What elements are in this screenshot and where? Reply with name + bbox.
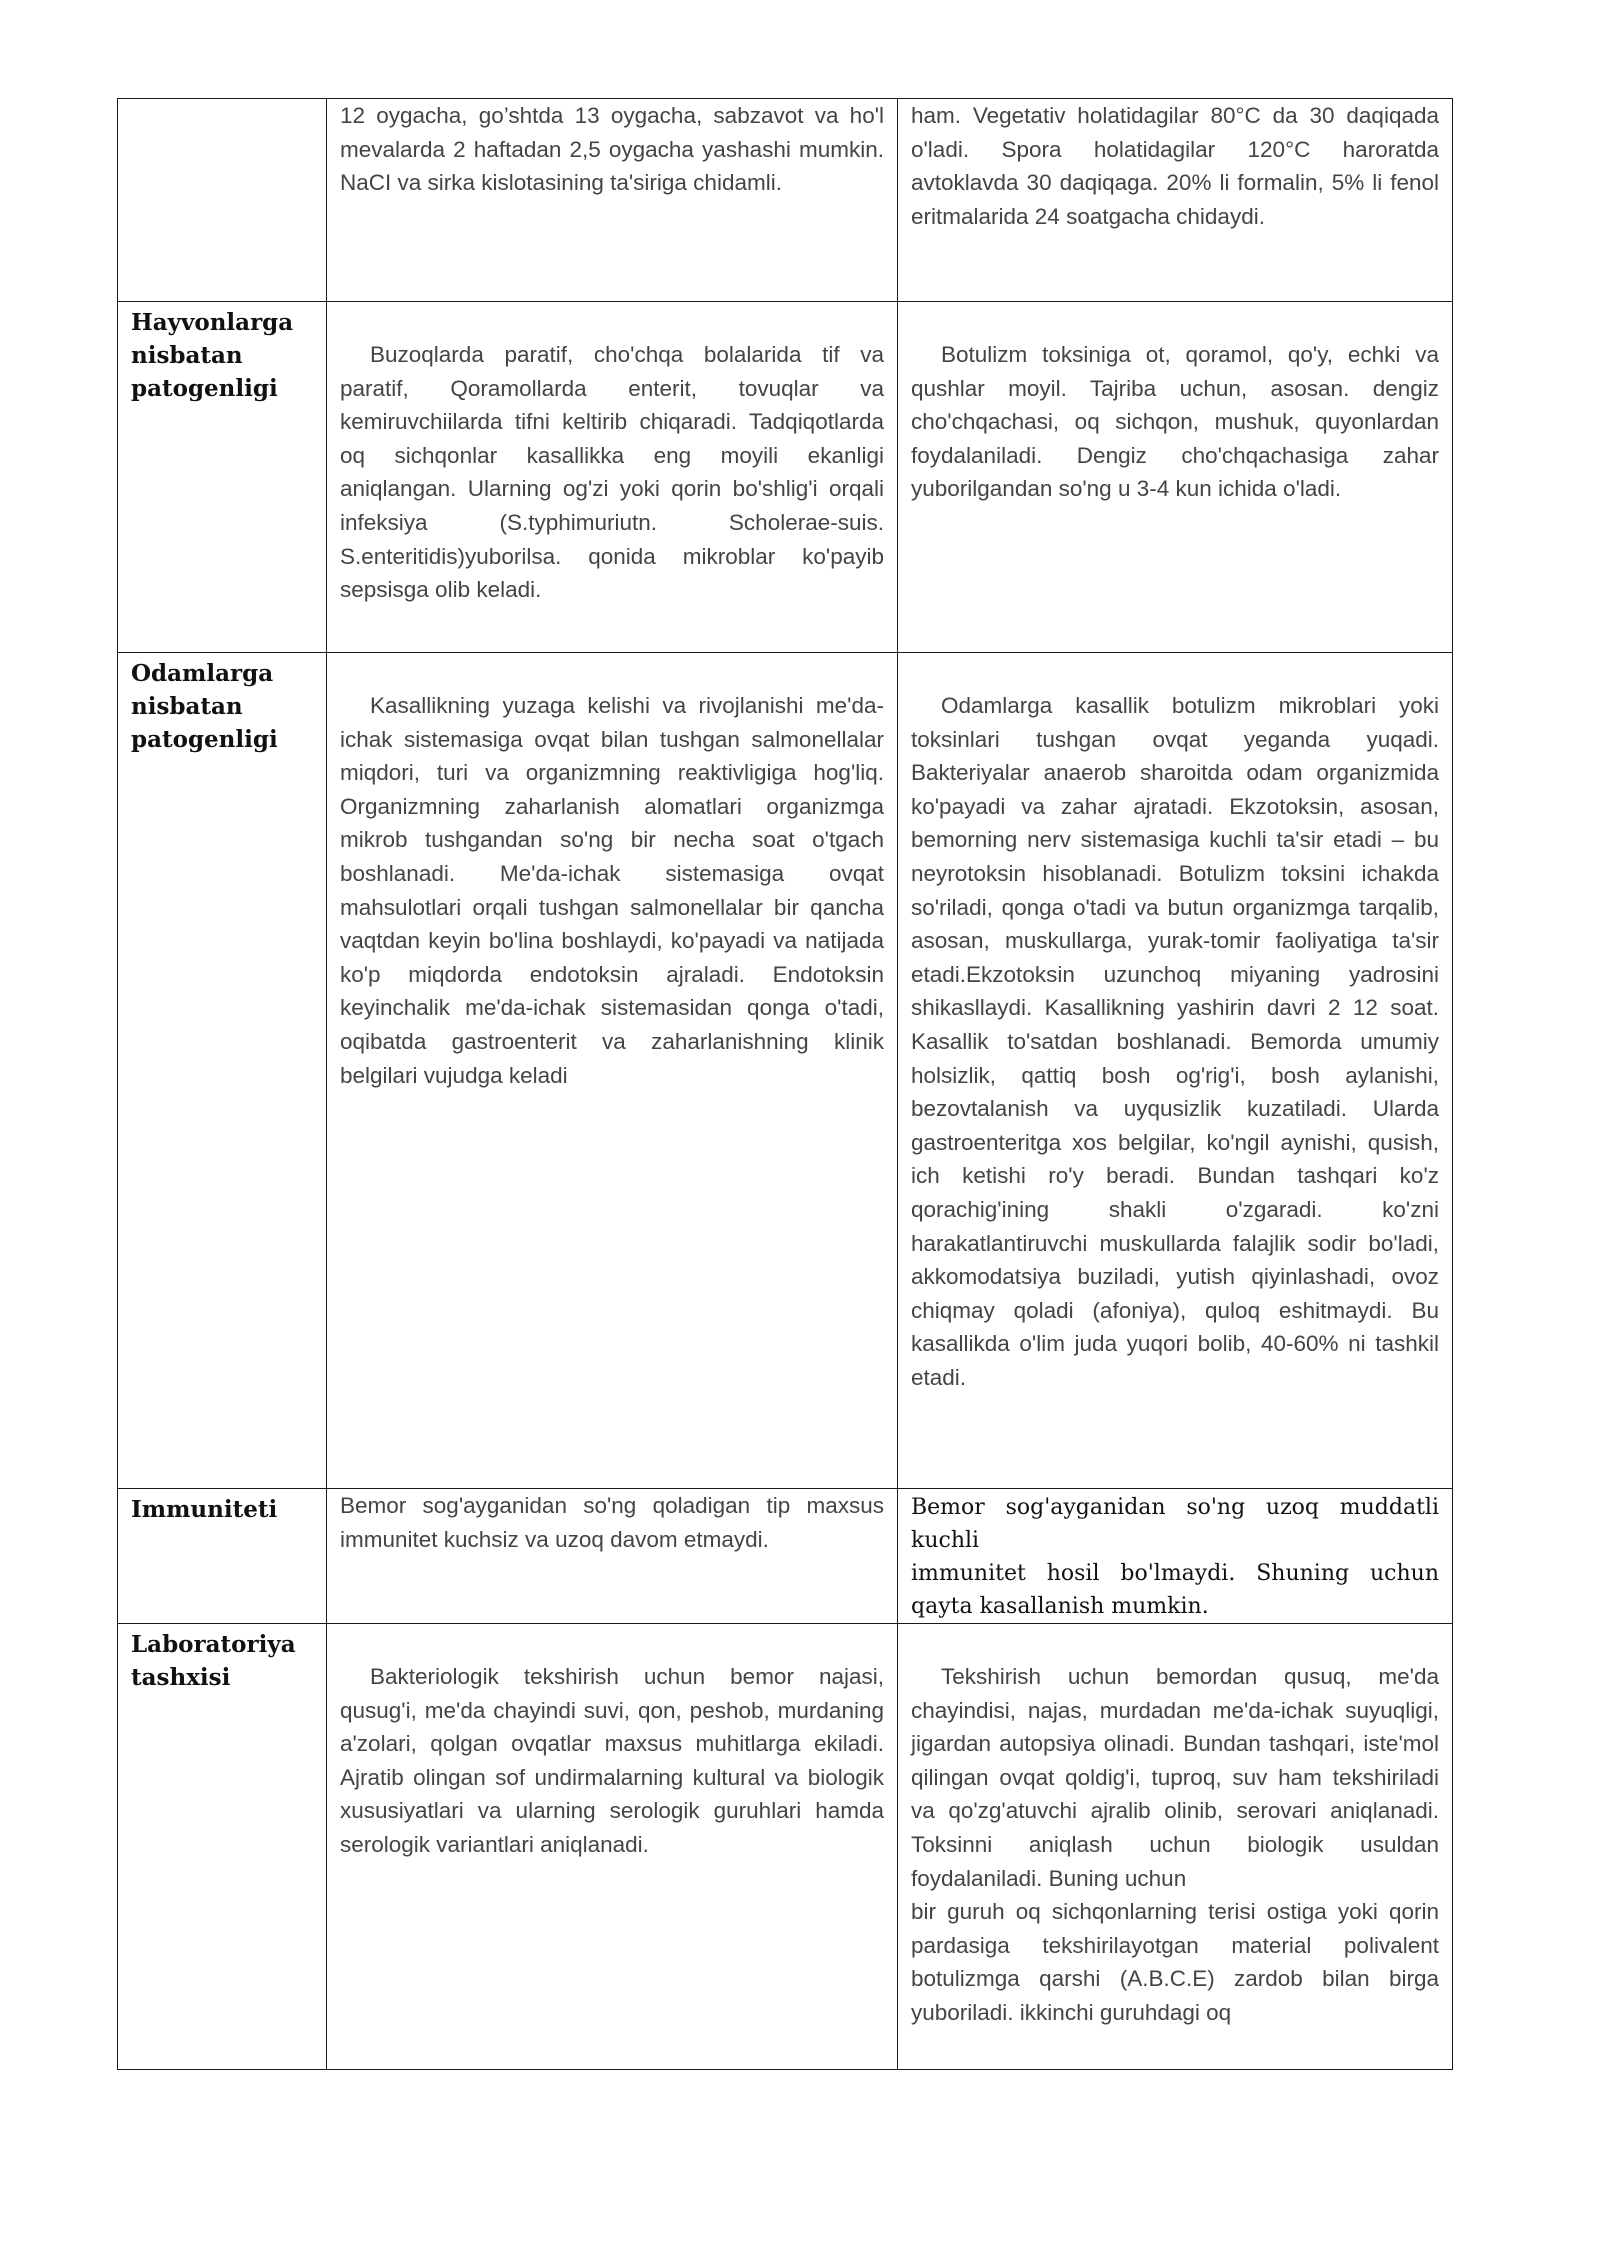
cell-line: immunitet hosil bo'lmaydi. Shuning uchun qayta kasallanish mumkin. (911, 1561, 1439, 1619)
cell-text: Bemor sog'ayganidan so'ng qoladigan tip maxsus immunitet kuchsiz va uzoq davom etmaydi. (340, 1493, 884, 1552)
table-row (118, 653, 1453, 1489)
cell-text: Bakteriologik tekshirish uchun bemor najasi, qusug'i, me'da chayindi suvi, qon, peshob, murdaning a'zolari, qolgan ovqatlar maxsus muhitlarga ekiladi. Ajratib olingan sof undirmalarning kultural va biologik xususiyatlari va ularning serologik guruhlari hamda serologik variantlari aniqlanadi. (340, 1664, 884, 1857)
table-row (118, 99, 1453, 302)
cell-text: Botulizm toksiniga ot, qoramol, qo'y, echki va qushlar moyil. Tajriba uchun, asosan. dengiz cho'chqachasi, oq sichqon, mushuk, quyonlardan foydalaniladi. Dengiz cho'chqachasiga zahar yuborilgandan so'ng u 3-4 kun ichida o'ladi. (911, 342, 1439, 502)
cell-text: Buzoqlarda paratif, cho'chqa bolalarida tif va paratif, Qoramollarda enterit, tovuqlar va kemiruvchiilarda tifni keltirib chiqaradi. Tadqiqotlarda oq sichqonlar kasallikka eng moyili ekanligi aniqlangan. Ularning og'zi yoki qorin bo'shlig'i orqali infeksiya (S.typhimuriutn. Scholerae-suis. S.enteritidis)yuborilsa. qonida mikroblar ko'payib sepsisga olib keladi. (340, 342, 884, 603)
cell-line: Tekshirish uchun bemordan qusuq, me'da chayindisi, najas, murdadan me'da-ichak suyuqligi, jigardan autopsiya olinadi. Bundan tashqari, iste'mol qilingan ovqat qoldig'i, tuproq, suv ham tekshiriladi va qo'zg'atuvchi ajralib olinib, serovari aniqlanadi. Toksinni aniqlash uchun biologik usuldan foydalaniladi. Buning uchun (911, 1664, 1439, 1891)
comparison-table (117, 98, 1453, 2070)
salmonella-cell (327, 99, 898, 302)
botulism-cell (898, 1489, 1453, 1624)
salmonella-cell (327, 653, 898, 1489)
cell-text: ham. Vegetativ holatidagilar 80°C da 30 daqiqada o'ladi. Spora holatidagilar 120°C haroratda avtoklavda 30 daqiqaga. 20% li formalin, 5% li fenol eritmalarida 24 soatgacha chidaydi. (911, 103, 1439, 229)
row-header-cell (118, 653, 327, 1489)
table-row (118, 1489, 1453, 1624)
salmonella-cell (327, 302, 898, 653)
row-header-cell (118, 302, 327, 653)
row-header-cell (118, 1624, 327, 2070)
botulism-cell (898, 1624, 1453, 2070)
cell-text (898, 1624, 1452, 2030)
botulism-cell (898, 653, 1453, 1489)
cell-line: bir guruh oq sichqonlarning terisi ostiga yoki qorin pardasiga tekshirilayotgan material polivalent botulizmga qarshi (A.B.C.E) zardob bilan birga yuboriladi. ikkinchi guruhdagi oq (911, 1899, 1439, 2025)
botulism-cell (898, 302, 1453, 653)
row-header-cell (118, 1489, 327, 1624)
table-row (118, 302, 1453, 653)
row-header: Laboratoriya tashxisi (131, 1631, 296, 1691)
row-header: Hayvonlarga nisbatan patogenligi (131, 309, 294, 402)
cell-text: Odamlarga kasallik botulizm mikroblari yoki toksinlari tushgan ovqat yeganda yuqadi. Bakteriyalar anaerob sharoitda odam organizmida ko'payadi va zahar ajratadi. Ekzotoksin, asosan, bemorning nerv sistemasiga kuchli ta'sir etadi – bu neyrotoksin hisoblanadi. Botulizm toksini ichakda so'riladi, qonga o'tadi va butun organizmga tarqalib, asosan, muskullarga, yurak-tomir faoliyatiga ta'sir etadi.Ekzotoksin uzunchoq miyaning yadrosini shikasllaydi. Kasallikning yashirin davri 2 12 soat. Kasallik to'satdan boshlanadi. Bemorda umumiy holsizlik, qattiq bosh og'rig'i, bosh aylanishi, bezovtalanish va uyqusizlik kuzatiladi. Ularda gastroenteritga xos belgilar, ko'ngil aynishi, qusish, ich ketishi ro'y beradi. Bundan tashqari ko'z qorachig'ining shakli o'zgaradi. ko'zni harakatlantiruvchi muskullarda falajlik sodir bo'ladi, akkomodatsiya buziladi, yutish qiyinlashadi, ovoz chiqmay qoladi (afoniya), quloq eshitmaydi. Bu kasallikda o'lim juda yuqori bolib, 40-60% ni tashkil etadi. (911, 693, 1439, 1390)
row-header (118, 99, 326, 103)
salmonella-cell (327, 1489, 898, 1624)
cell-text: Kasallikning yuzaga kelishi va rivojlanishi me'da-ichak sistemasiga ovqat bilan tushgan salmonellalar miqdori, turi va organizmning reaktivligiga hog'liq. Organizmning zaharlanish alomatlari organizmga mikrob tushgandan so'ng bir necha soat o'tgach boshlanadi. Me'da-ichak sistemasiga ovqat mahsulotlari orqali tushgan salmonellalar bir qancha vaqtdan keyin bo'lina boshlaydi, ko'payadi va natijada ko'p miqdorda endotoksin ajraladi. Endotoksin keyinchalik me'da-ichak sistemasidan qonga o'tadi, oqibatda gastroenterit va zaharlanishning klinik belgilari vujudga keladi (340, 693, 884, 1088)
cell-text (898, 1489, 1452, 1623)
row-header-cell (118, 99, 327, 302)
table-row (118, 1624, 1453, 2070)
salmonella-cell (327, 1624, 898, 2070)
botulism-cell (898, 99, 1453, 302)
cell-text: 12 oygacha, go’shtda 13 oygacha, sabzavot va ho'l mevalarda 2 haftadan 2,5 oygacha yashashi mumkin. NaCI va sirka kislotasining ta'siriga chidamli. (340, 103, 884, 196)
cell-line: Bemor sog'ayganidan so'ng uzoq muddatli kuchli (911, 1495, 1439, 1553)
row-header: Odamlarga nisbatan patogenligi (131, 660, 278, 753)
row-header: Immuniteti (131, 1496, 278, 1523)
